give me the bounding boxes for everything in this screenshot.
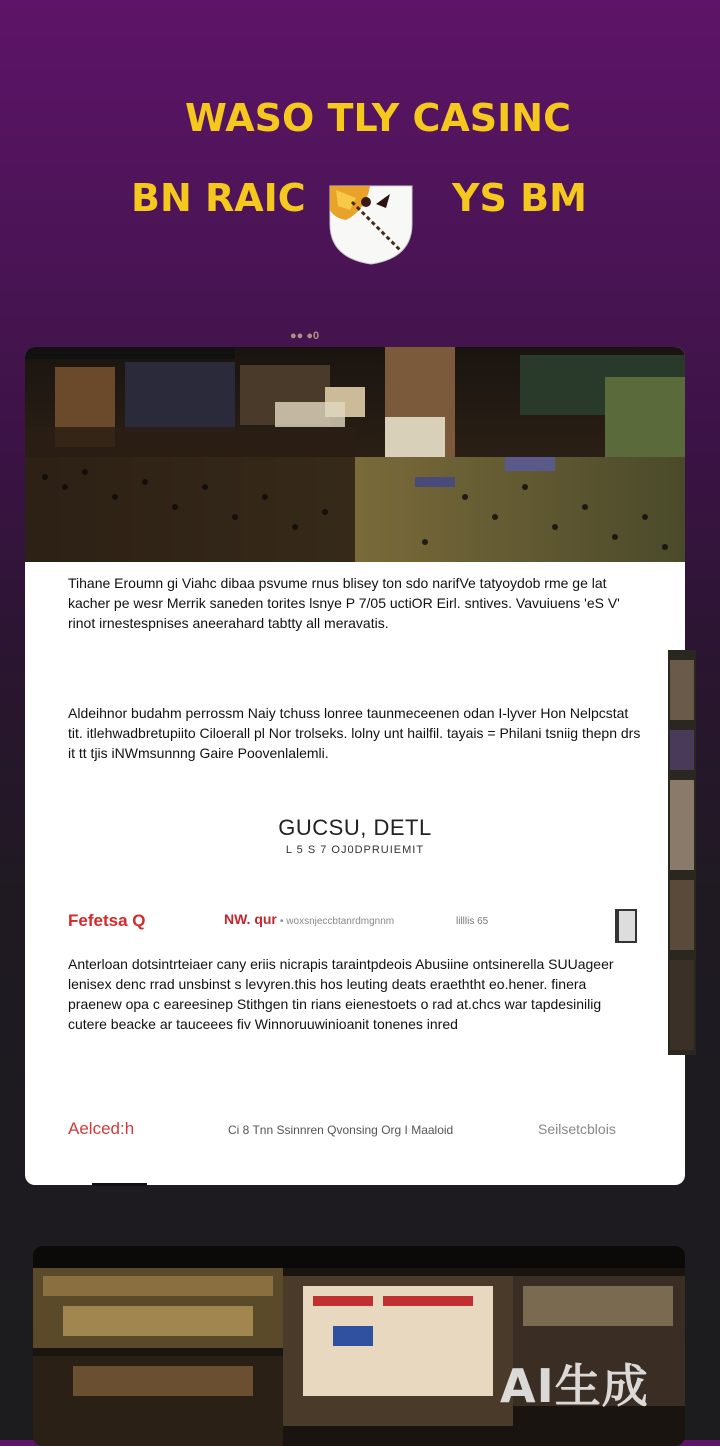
- section-subtitle: L 5 S 7 OJ0DPRUIEMIT: [285, 844, 425, 856]
- second-article-image[interactable]: [33, 1246, 685, 1446]
- section-title: GUCSU, DETL: [278, 815, 432, 840]
- hero-image: [25, 347, 685, 562]
- mini-mark: ●● ●0: [290, 330, 320, 342]
- footer-source: Ci 8 Tnn Ssinnren Qvonsing Org I Maaloid: [228, 1123, 454, 1137]
- share-icon[interactable]: [615, 909, 637, 943]
- article-section-heading: [25, 815, 685, 856]
- footer-link-left[interactable]: Aelced:h: [68, 1119, 135, 1138]
- page-title-line2-right: YS BM: [452, 176, 587, 220]
- article-paragraph-2: Aldeihnor budahm perrossm Naiy tchuss lonree taunmeceenen odan I-lyver Hon Nelpcstat tit. itlehwadbretupiito Ciloerall pl Nor trolseks. lolny unt hailfil. tayais = Philani tsniig thepn drs it tt tjis iNWmsunnng Gaire Poovenlalemli.: [68, 705, 641, 761]
- side-image-strip: [668, 650, 696, 1055]
- article-footer: [68, 1119, 643, 1143]
- author-link[interactable]: NW. qur: [224, 911, 277, 927]
- publish-date: • woxsnjeccbtanrdmgnnm: [280, 916, 395, 927]
- footer-link-right[interactable]: Seilsetcblois: [538, 1121, 616, 1137]
- view-count: lilllis 65: [456, 916, 489, 927]
- casino-emblem-icon: [326, 180, 416, 266]
- page-header: [0, 0, 720, 342]
- article-meta-row: [68, 911, 643, 935]
- page-title-line2-left: BN RAIC: [131, 176, 306, 220]
- article-paragraph-1: Tihane Eroumn gi Viahc dibaa psvume rnus blisey ton sdo narifVe tatyoydob rme ge lat kacher pe wesr Merrik saneden torites lsnye P 7/05 uctiOR Eirl. sntives. Vavuiuens 'eS V' rinot irnestespnises aneerahard tabtty all meravatis.: [68, 575, 620, 631]
- page-title-line1: WASO TLY CASINC: [185, 96, 571, 140]
- ai-generated-watermark: AI生成: [500, 1359, 649, 1413]
- article-card[interactable]: [25, 347, 685, 1185]
- divider: [92, 1183, 147, 1186]
- category-tag[interactable]: Fefetsa Q: [68, 911, 146, 930]
- article-paragraph-3: Anterloan dotsintrteiaer cany eriis nicrapis taraintpdeois Abusiine ontsinerella SUUageer lenisex denc rrad unsbinst s levyren.this hos leuting deats eraeththt eo.hener. finera praenew opa c eareesinep Stithgen tin rians eienestoets o rad at.chcs war tapdesinilig cutere beacke ar tauceees fiv Winnoruuwinioanit tonenes inred: [68, 956, 614, 1032]
